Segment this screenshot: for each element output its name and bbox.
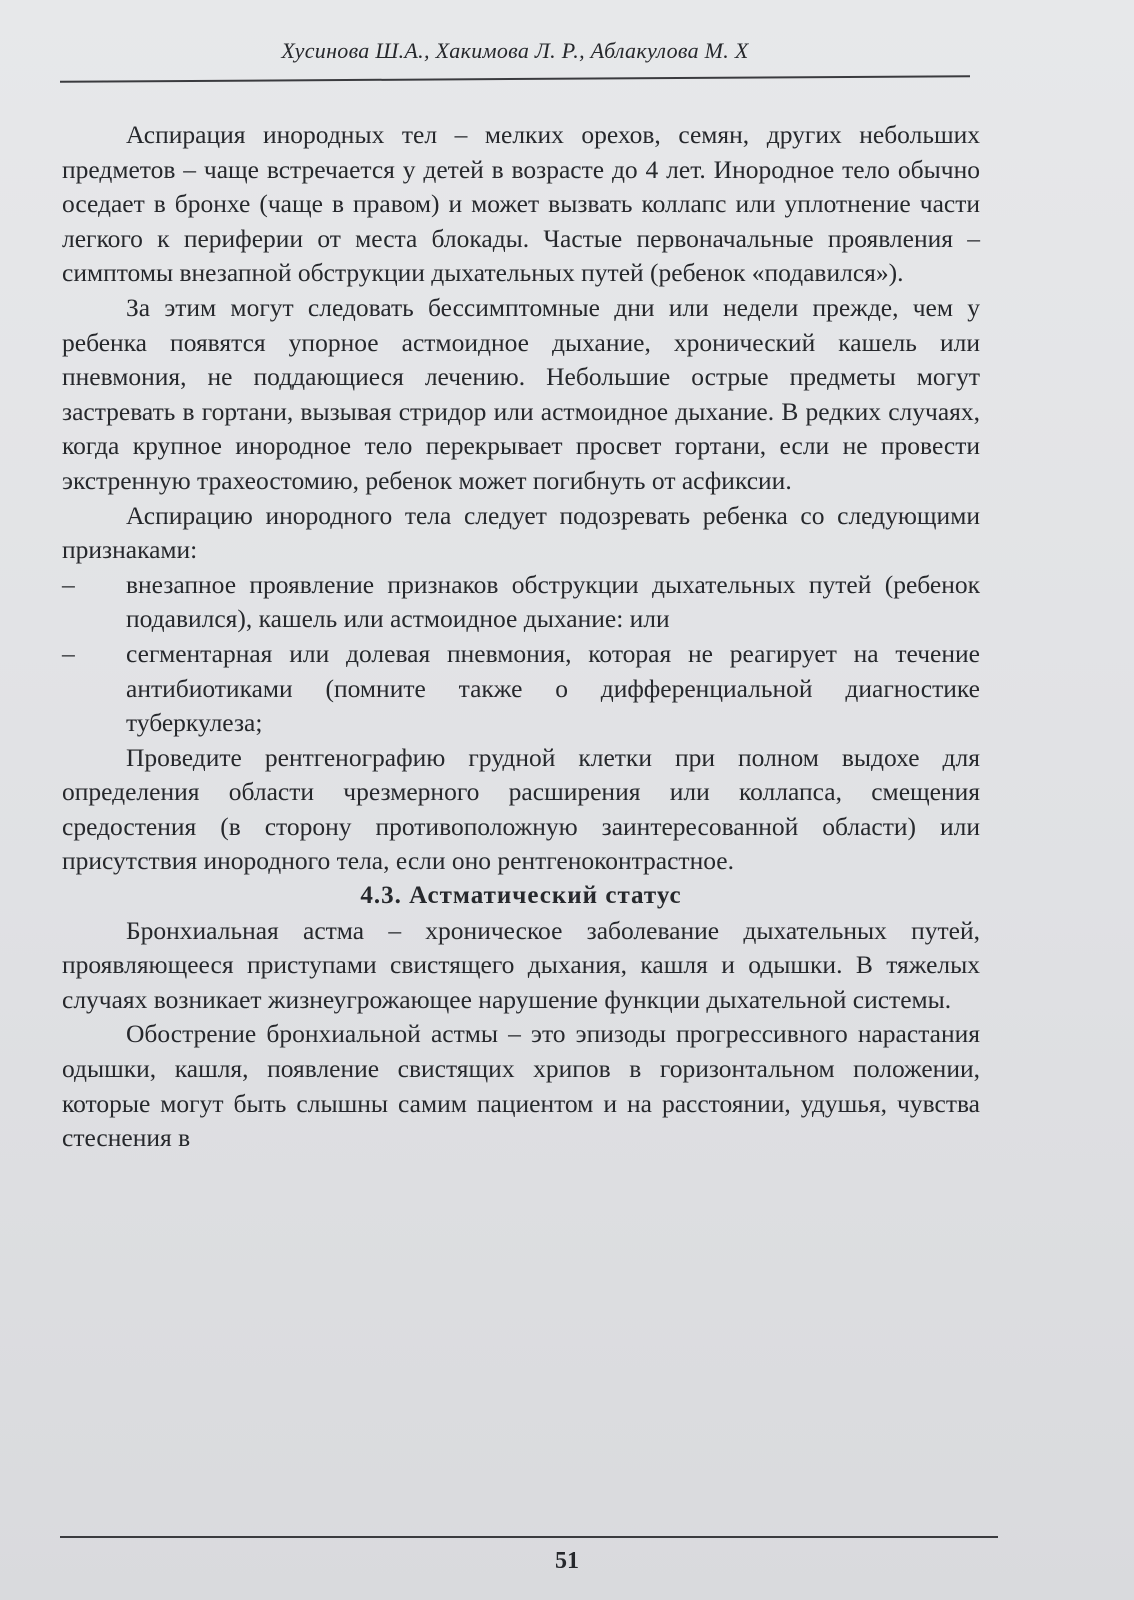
- paragraph-2: За этим могут следовать бессимптомные дни или недели прежде, чем у ребенка появятся упорное астмоидное дыхание, хронический кашель или пневмония, не поддающиеся лечению. Небольшие острые предметы могут застревать в гортани, вызывая стридор или астмоидное дыхание. В редких случаях, когда крупное инородное тело перекрывает просвет гортани, если не провести экстренную трахеостомию, ребенок может погибнуть от асфиксии.: [62, 292, 980, 495]
- paragraph-5: Бронхиальная астма – хроническое заболевание дыхательных путей, проявляющееся приступами свистящего дыхания, кашля и одышки. В тяжелых случаях возникает жизнеугрожающее нарушение функции дыхательной системы.: [62, 915, 980, 1014]
- running-header: Хусинова Ш.А., Хакимова Л. Р., Аблакулова М. Х: [281, 38, 749, 63]
- paragraph-4: Проведите рентгенографию грудной клетки при полном выдохе для определения области чрезмерного расширения или коллапса, смещения средостения (в сторону противоположную заинтересованной области) или присутствия инородного тела, если оно рентгеноконтрастное.: [62, 742, 980, 876]
- paragraph-6: Обострение бронхиальной астмы – это эпизоды прогрессивного нарастания одышки, кашля, появление свистящих хрипов в горизонтальном положении, которые могут быть слышны самим пациентом и на расстоянии, удушья, чувства стеснения в: [62, 1019, 980, 1153]
- footer-rule: [60, 1536, 998, 1538]
- header-rule: [60, 75, 970, 83]
- list-item-text: внезапное проявление признаков обструкции дыхательных путей (ребенок подавился), кашель или астмоидное дыхание: или: [126, 569, 980, 634]
- list-item: [62, 568, 980, 637]
- body-text: [62, 118, 980, 1156]
- list-dash: –: [62, 638, 75, 668]
- page-number: 51: [555, 1548, 579, 1574]
- list-item: [62, 637, 980, 741]
- list-dash: –: [62, 569, 75, 599]
- paragraph-3: Аспирацию инородного тела следует подозревать ребенка со следующими признаками:: [62, 500, 980, 565]
- paragraph-1: Аспирация инородных тел – мелких орехов, семян, других небольших предметов – чаще встречается у детей в возрасте до 4 лет. Инородное тело обычно оседает в бронхе (чаще в правом) и может вызвать коллапс или уплотнение части легкого к периферии от места блокады. Частые первоначальные проявления – симптомы внезапной обструкции дыхательных путей (ребенок «подавился»).: [62, 120, 980, 288]
- list-item-text: сегментарная или долевая пневмония, которая не реагирует на течение антибиотиками (помните также о дифференциальной диагностике туберкулеза;: [126, 638, 980, 738]
- section-heading: 4.3. Астматический статус: [360, 882, 682, 910]
